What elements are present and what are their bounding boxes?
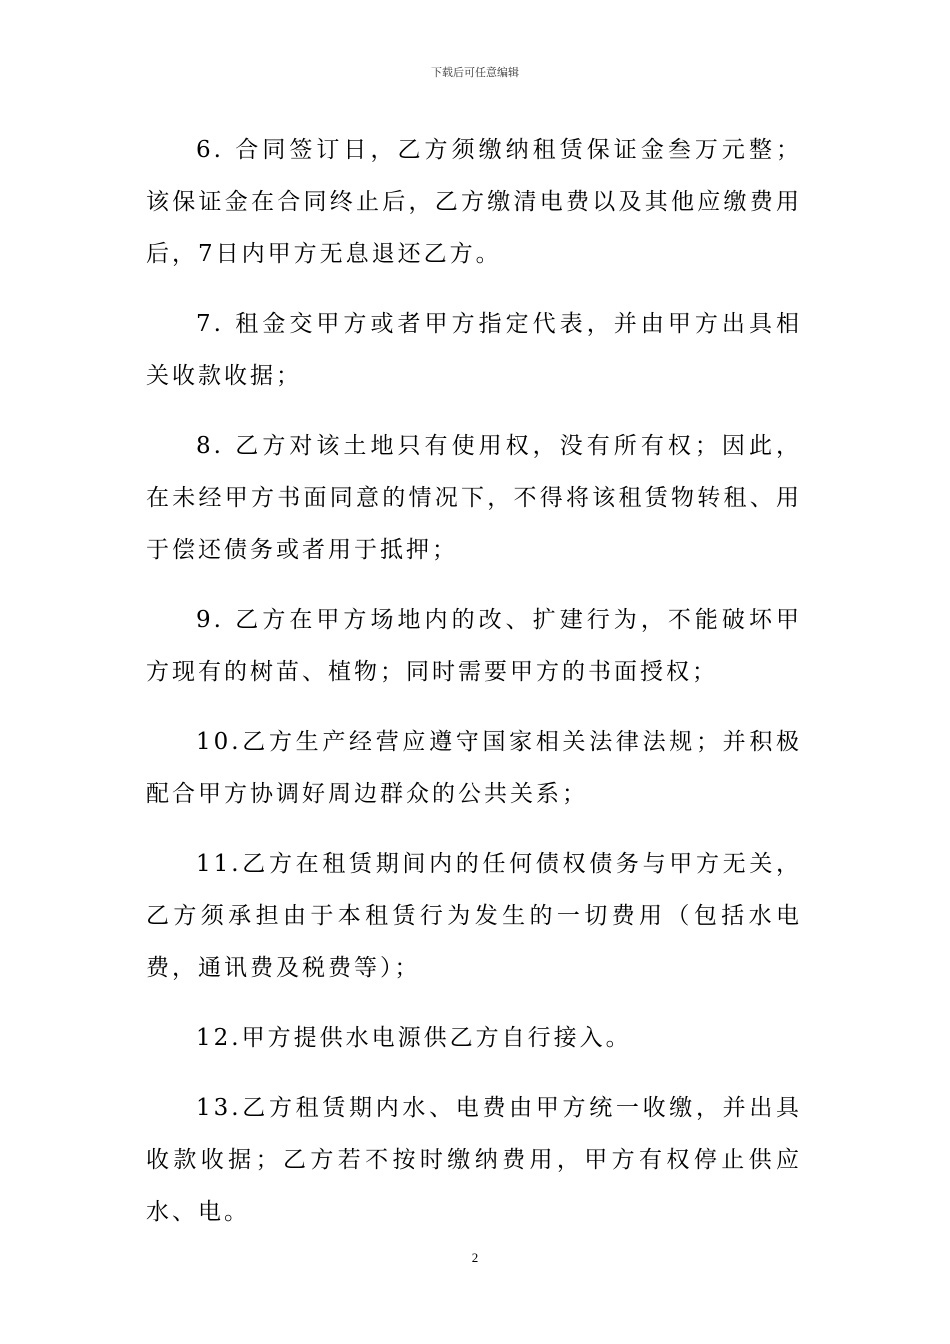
clause-8: 8. 乙方对该土地只有使用权，没有所有权；因此，在未经甲方书面同意的情况下，不得将该租赁物转租、用于偿还债务或者用于抵押； [146, 433, 802, 563]
clause-9: 9. 乙方在甲方场地内的改、扩建行为，不能破坏甲方现有的树苗、植物；同时需要甲方的书面授权； [146, 607, 802, 685]
clause-13: 13.乙方租赁期内水、电费由甲方统一收缴，并出具收款收据；乙方若不按时缴纳费用，甲方有权停止供应水、电。 [146, 1095, 802, 1225]
page-number: 2 [471, 1250, 479, 1265]
page-header: 下载后可任意编辑 [431, 66, 519, 79]
clause-12: 12.甲方提供水电源供乙方自行接入。 [196, 1025, 632, 1051]
document-body [146, 124, 802, 1256]
clause-11: 11.乙方在租赁期间内的任何债权债务与甲方无关，乙方须承担由于本租赁行为发生的一切费用（包括水电费，通讯费及税费等）； [146, 851, 802, 981]
clause-6: 6. 合同签订日，乙方须缴纳租赁保证金叁万元整；该保证金在合同终止后，乙方缴清电费以及其他应缴费用后，7日内甲方无息退还乙方。 [146, 137, 802, 267]
clause-7: 7. 租金交甲方或者甲方指定代表，并由甲方出具相关收款收据； [146, 311, 802, 389]
clause-10: 10.乙方生产经营应遵守国家相关法律法规；并积极配合甲方协调好周边群众的公共关系； [146, 729, 802, 807]
